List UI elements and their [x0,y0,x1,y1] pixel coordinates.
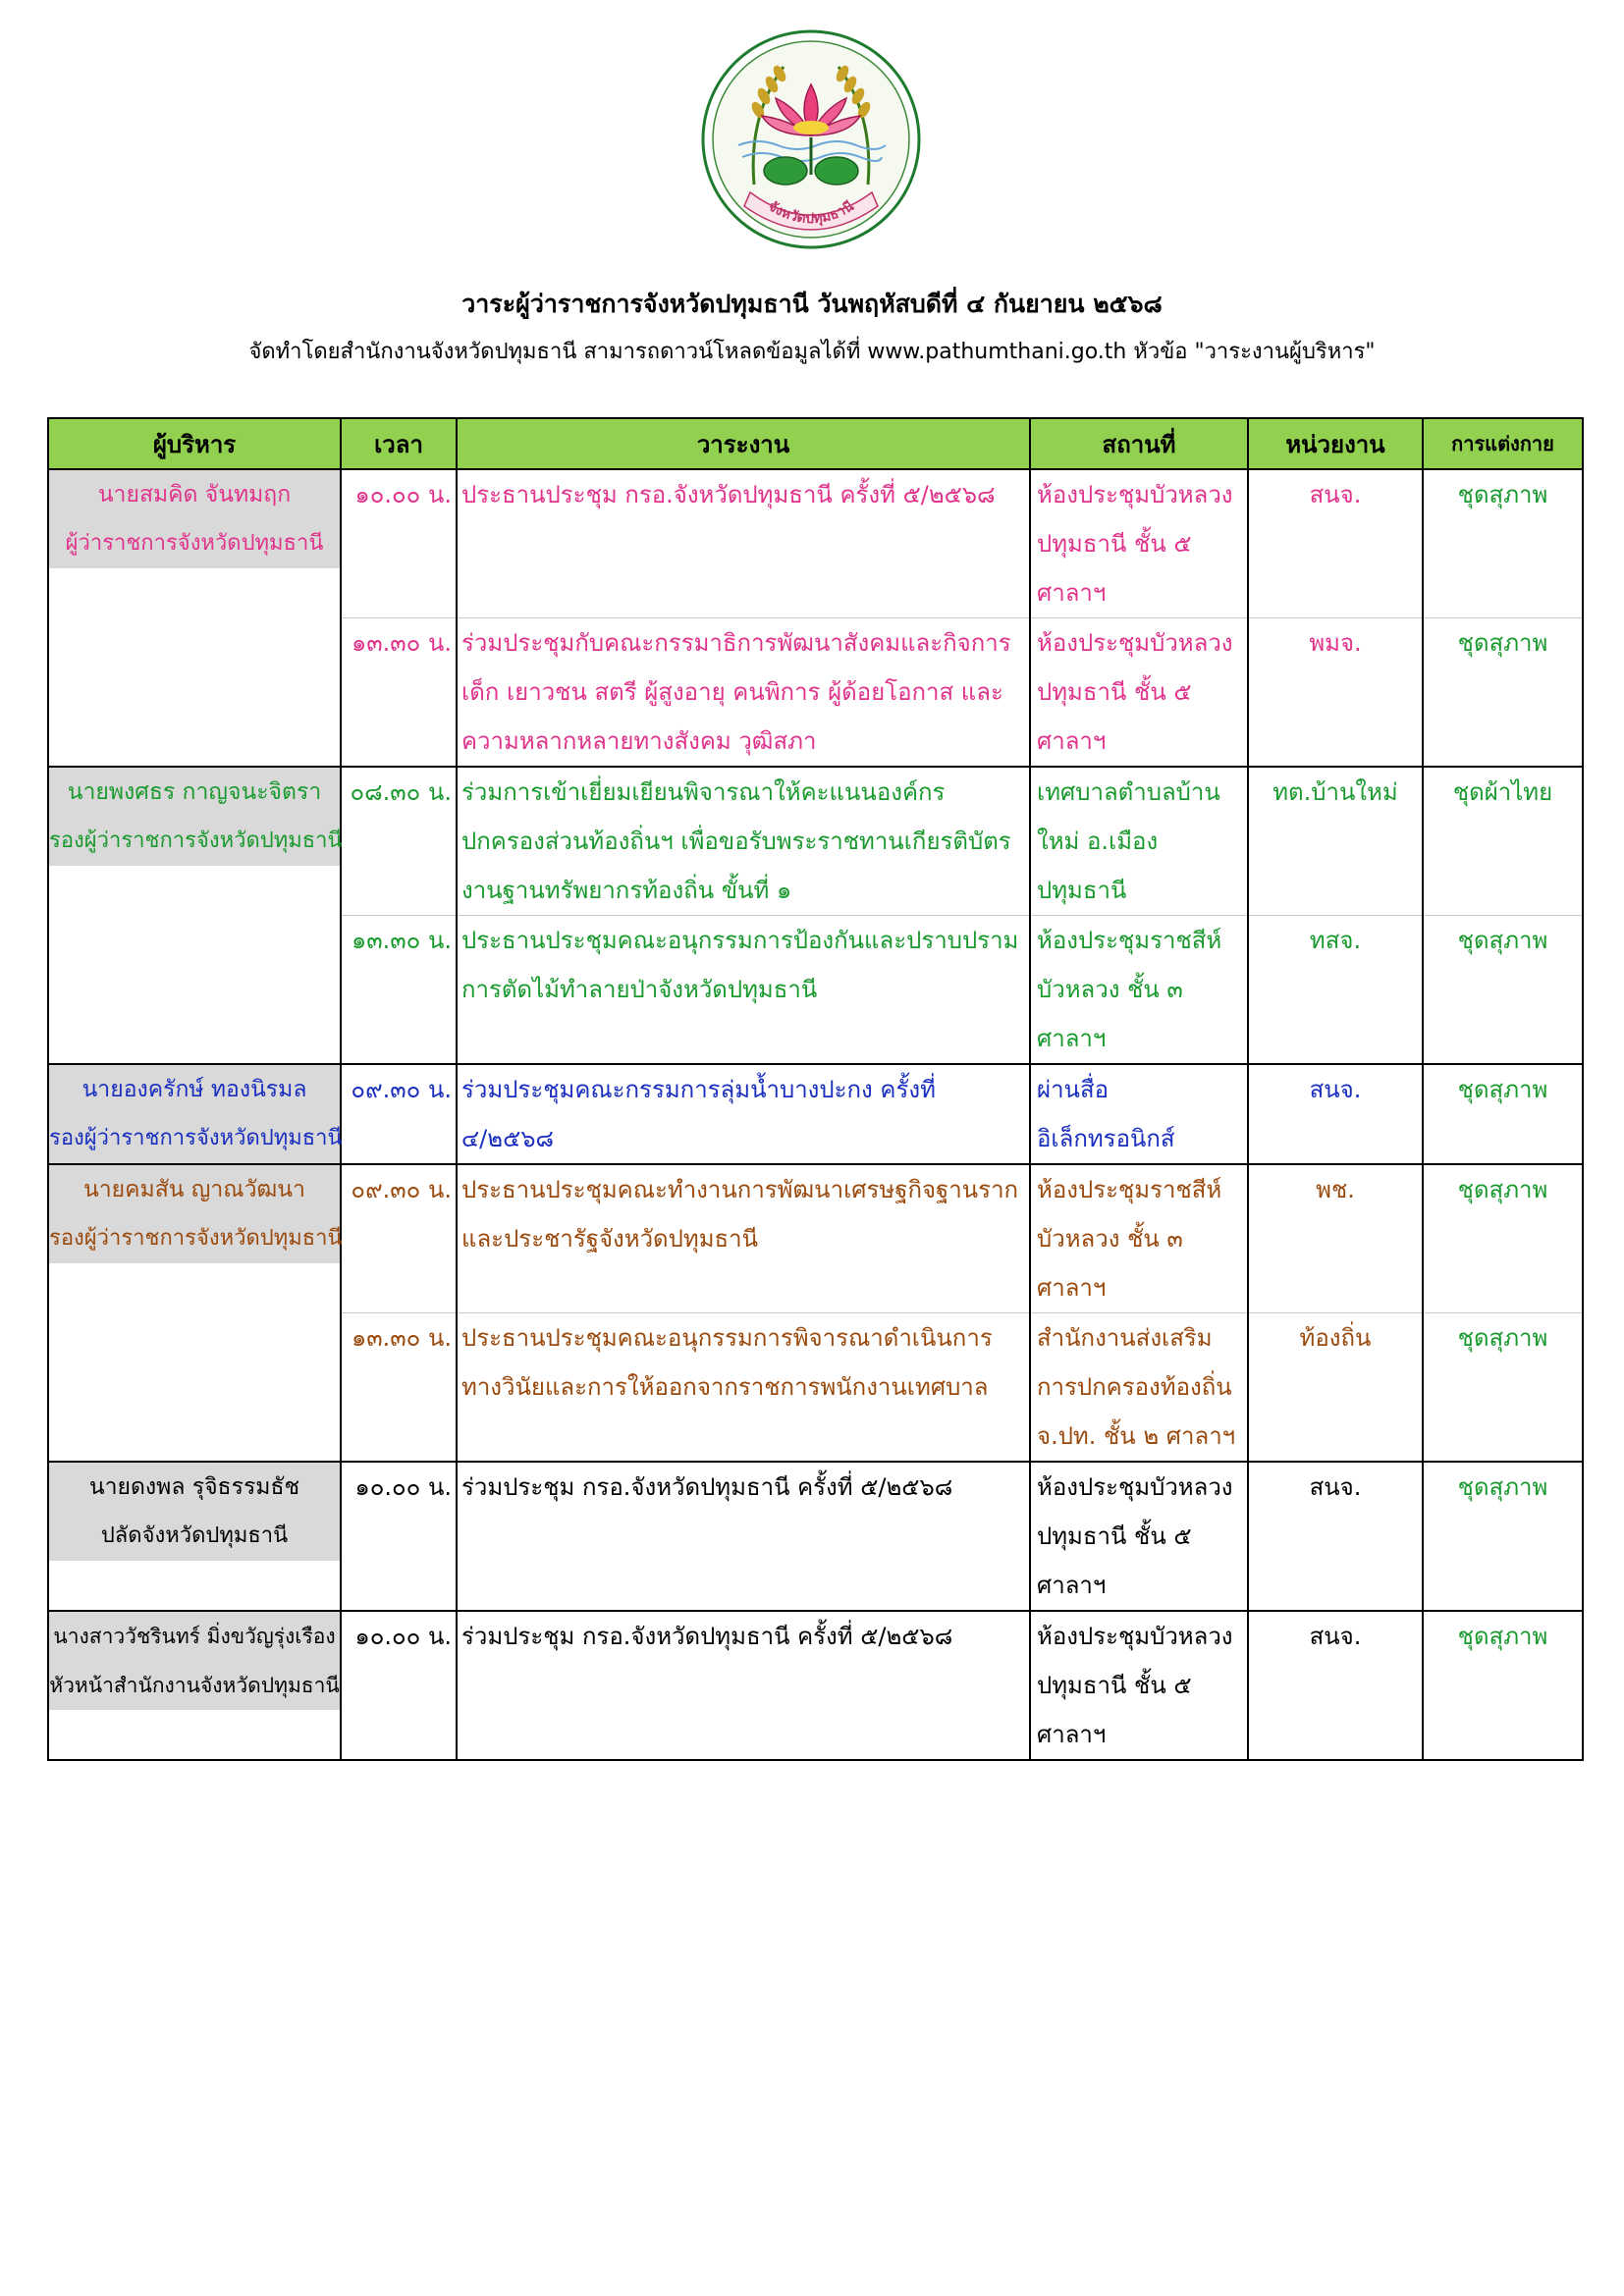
agenda-cell: ร่วมการเข้าเยี่ยมเยียนพิจารณาให้คะแนนองค์กรปกครองส่วนท้องถิ่นฯ เพื่อขอรับพระราชทานเกียรติบัตรงานฐานทรัพยากรท้องถิ่น ขั้นที่ ๑ [457,767,1030,916]
place-cell: สำนักงานส่งเสริมการปกครองท้องถิ่น จ.ปท. ชั้น ๒ ศาลาฯ [1030,1313,1248,1463]
place-cell: ผ่านสื่ออิเล็กทรอนิกส์ [1030,1064,1248,1164]
table-row [48,469,1583,618]
executive-name: นางสาววัชรินทร์ มิ่งขวัญรุ่งเรือง [49,1612,340,1661]
time-cell: ๑๐.๐๐ น. [341,1462,457,1611]
agency-cell: สนจ. [1248,1462,1423,1611]
executive-agenda-table [47,417,1584,1761]
agency-cell: สนจ. [1248,1611,1423,1760]
agency-cell: ท้องถิ่น [1248,1313,1423,1463]
time-cell: ๑๓.๓๐ น. [341,618,457,768]
seal-caption: จังหวัดปทุมธานี [765,198,857,228]
place-cell: ห้องประชุมราชสีห์ บัวหลวง ชั้น ๓ ศาลาฯ [1030,1164,1248,1313]
executive-cell [48,1313,341,1463]
agenda-cell: ประธานประชุมคณะทำงานการพัฒนาเศรษฐกิจฐานรากและประชารัฐจังหวัดปทุมธานี [457,1164,1030,1313]
time-cell: ๑๐.๐๐ น. [341,469,457,618]
executive-position: รองผู้ว่าราชการจังหวัดปทุมธานี [49,1214,340,1263]
place-cell: ห้องประชุมบัวหลวง ปทุมธานี ชั้น ๕ ศาลาฯ [1030,469,1248,618]
dress-cell: ชุดสุภาพ [1423,1611,1583,1760]
time-cell: ๑๓.๓๐ น. [341,916,457,1065]
table-row [48,1611,1583,1760]
executive-position: ผู้ว่าราชการจังหวัดปทุมธานี [49,519,340,568]
executive-name: นายดงพล รุจิธรรมธัช [49,1463,340,1512]
table-row [48,916,1583,1065]
executive-name: นายพงศธร กาญจนะจิตรา [49,768,340,817]
agency-cell: ทต.บ้านใหม่ [1248,767,1423,916]
executive-cell [48,618,341,768]
time-cell: ๑๐.๐๐ น. [341,1611,457,1760]
executive-position: รองผู้ว่าราชการจังหวัดปทุมธานี [49,1114,340,1163]
dress-cell: ชุดสุภาพ [1423,469,1583,618]
agenda-cell: ร่วมประชุม กรอ.จังหวัดปทุมธานี ครั้งที่ ๕/๒๕๖๘ [457,1611,1030,1760]
column-header-time: เวลา [341,418,457,469]
column-header-executive: ผู้บริหาร [48,418,341,469]
executive-name: นายองครักษ์ ทองนิรมล [49,1065,340,1114]
dress-cell: ชุดสุภาพ [1423,916,1583,1065]
agency-cell: ทสจ. [1248,916,1423,1065]
executive-cell [48,767,341,916]
agenda-cell: ประธานประชุมคณะอนุกรรมการป้องกันและปราบปรามการตัดไม้ทำลายป่าจังหวัดปทุมธานี [457,916,1030,1065]
dress-cell: ชุดสุภาพ [1423,1064,1583,1164]
table-row [48,618,1583,768]
agency-cell: พช. [1248,1164,1423,1313]
place-cell: ห้องประชุมบัวหลวง ปทุมธานี ชั้น ๕ ศาลาฯ [1030,1611,1248,1760]
dress-cell: ชุดสุภาพ [1423,618,1583,768]
table-row [48,1462,1583,1611]
executive-cell [48,1462,341,1611]
executive-cell [48,1164,341,1313]
province-seal-logo [699,27,923,251]
place-cell: ห้องประชุมราชสีห์ บัวหลวง ชั้น ๓ ศาลาฯ [1030,916,1248,1065]
agenda-cell: ประธานประชุมคณะอนุกรรมการพิจารณาดำเนินการทางวินัยและการให้ออกจากราชการพนักงานเทศบาล [457,1313,1030,1463]
time-cell: ๑๓.๓๐ น. [341,1313,457,1463]
table-row [48,767,1583,916]
executive-name: นายคมสัน ญาณวัฒนา [49,1165,340,1214]
agency-cell: พมจ. [1248,618,1423,768]
dress-cell: ชุดผ้าไทย [1423,767,1583,916]
executive-cell [48,1064,341,1164]
executive-position: รองผู้ว่าราชการจังหวัดปทุมธานี [49,817,340,866]
time-cell: ๐๙.๓๐ น. [341,1064,457,1164]
place-cell: ห้องประชุมบัวหลวง ปทุมธานี ชั้น ๕ ศาลาฯ [1030,1462,1248,1611]
column-header-place: สถานที่ [1030,418,1248,469]
executive-cell [48,1611,341,1760]
column-header-agenda: วาระงาน [457,418,1030,469]
dress-cell: ชุดสุภาพ [1423,1462,1583,1611]
column-header-dress: การแต่งกาย [1423,418,1583,469]
time-cell: ๐๙.๓๐ น. [341,1164,457,1313]
executive-cell [48,916,341,1065]
agenda-cell: ร่วมประชุมคณะกรรมการลุ่มน้ำบางปะกง ครั้งที่ ๔/๒๕๖๘ [457,1064,1030,1164]
agenda-cell: ประธานประชุม กรอ.จังหวัดปทุมธานี ครั้งที่ ๕/๒๕๖๘ [457,469,1030,618]
table-row [48,1164,1583,1313]
table-header-row [48,418,1583,469]
dress-cell: ชุดสุภาพ [1423,1164,1583,1313]
time-cell: ๐๘.๓๐ น. [341,767,457,916]
executive-name: นายสมคิด จันทมฤก [49,470,340,519]
page-subtitle: จัดทำโดยสำนักงานจังหวัดปทุมธานี สามารถดาวน์โหลดข้อมูลได้ที่ www.pathumthani.go.th หัวข้อ "วาระงานผู้บริหาร" [248,340,1376,364]
executive-position: หัวหน้าสำนักงานจังหวัดปทุมธานี [49,1661,340,1710]
executive-position: ปลัดจังหวัดปทุมธานี [49,1512,340,1561]
column-header-agency: หน่วยงาน [1248,418,1423,469]
agency-cell: สนจ. [1248,469,1423,618]
place-cell: เทศบาลตำบลบ้านใหม่ อ.เมืองปทุมธานี [1030,767,1248,916]
agenda-cell: ร่วมประชุมกับคณะกรรมาธิการพัฒนาสังคมและกิจการเด็ก เยาวชน สตรี ผู้สูงอายุ คนพิการ ผู้ด้อยโอกาส และความหลากหลายทางสังคม วุฒิสภา [457,618,1030,768]
agency-cell: สนจ. [1248,1064,1423,1164]
page-title: วาระผู้ว่าราชการจังหวัดปทุมธานี วันพฤหัสบดีที่ ๔ กันยายน ๒๕๖๘ [461,290,1163,318]
agenda-cell: ร่วมประชุม กรอ.จังหวัดปทุมธานี ครั้งที่ ๕/๒๕๖๘ [457,1462,1030,1611]
table-row [48,1064,1583,1164]
dress-cell: ชุดสุภาพ [1423,1313,1583,1463]
executive-cell [48,469,341,618]
table-row [48,1313,1583,1463]
place-cell: ห้องประชุมบัวหลวง ปทุมธานี ชั้น ๕ ศาลาฯ [1030,618,1248,768]
